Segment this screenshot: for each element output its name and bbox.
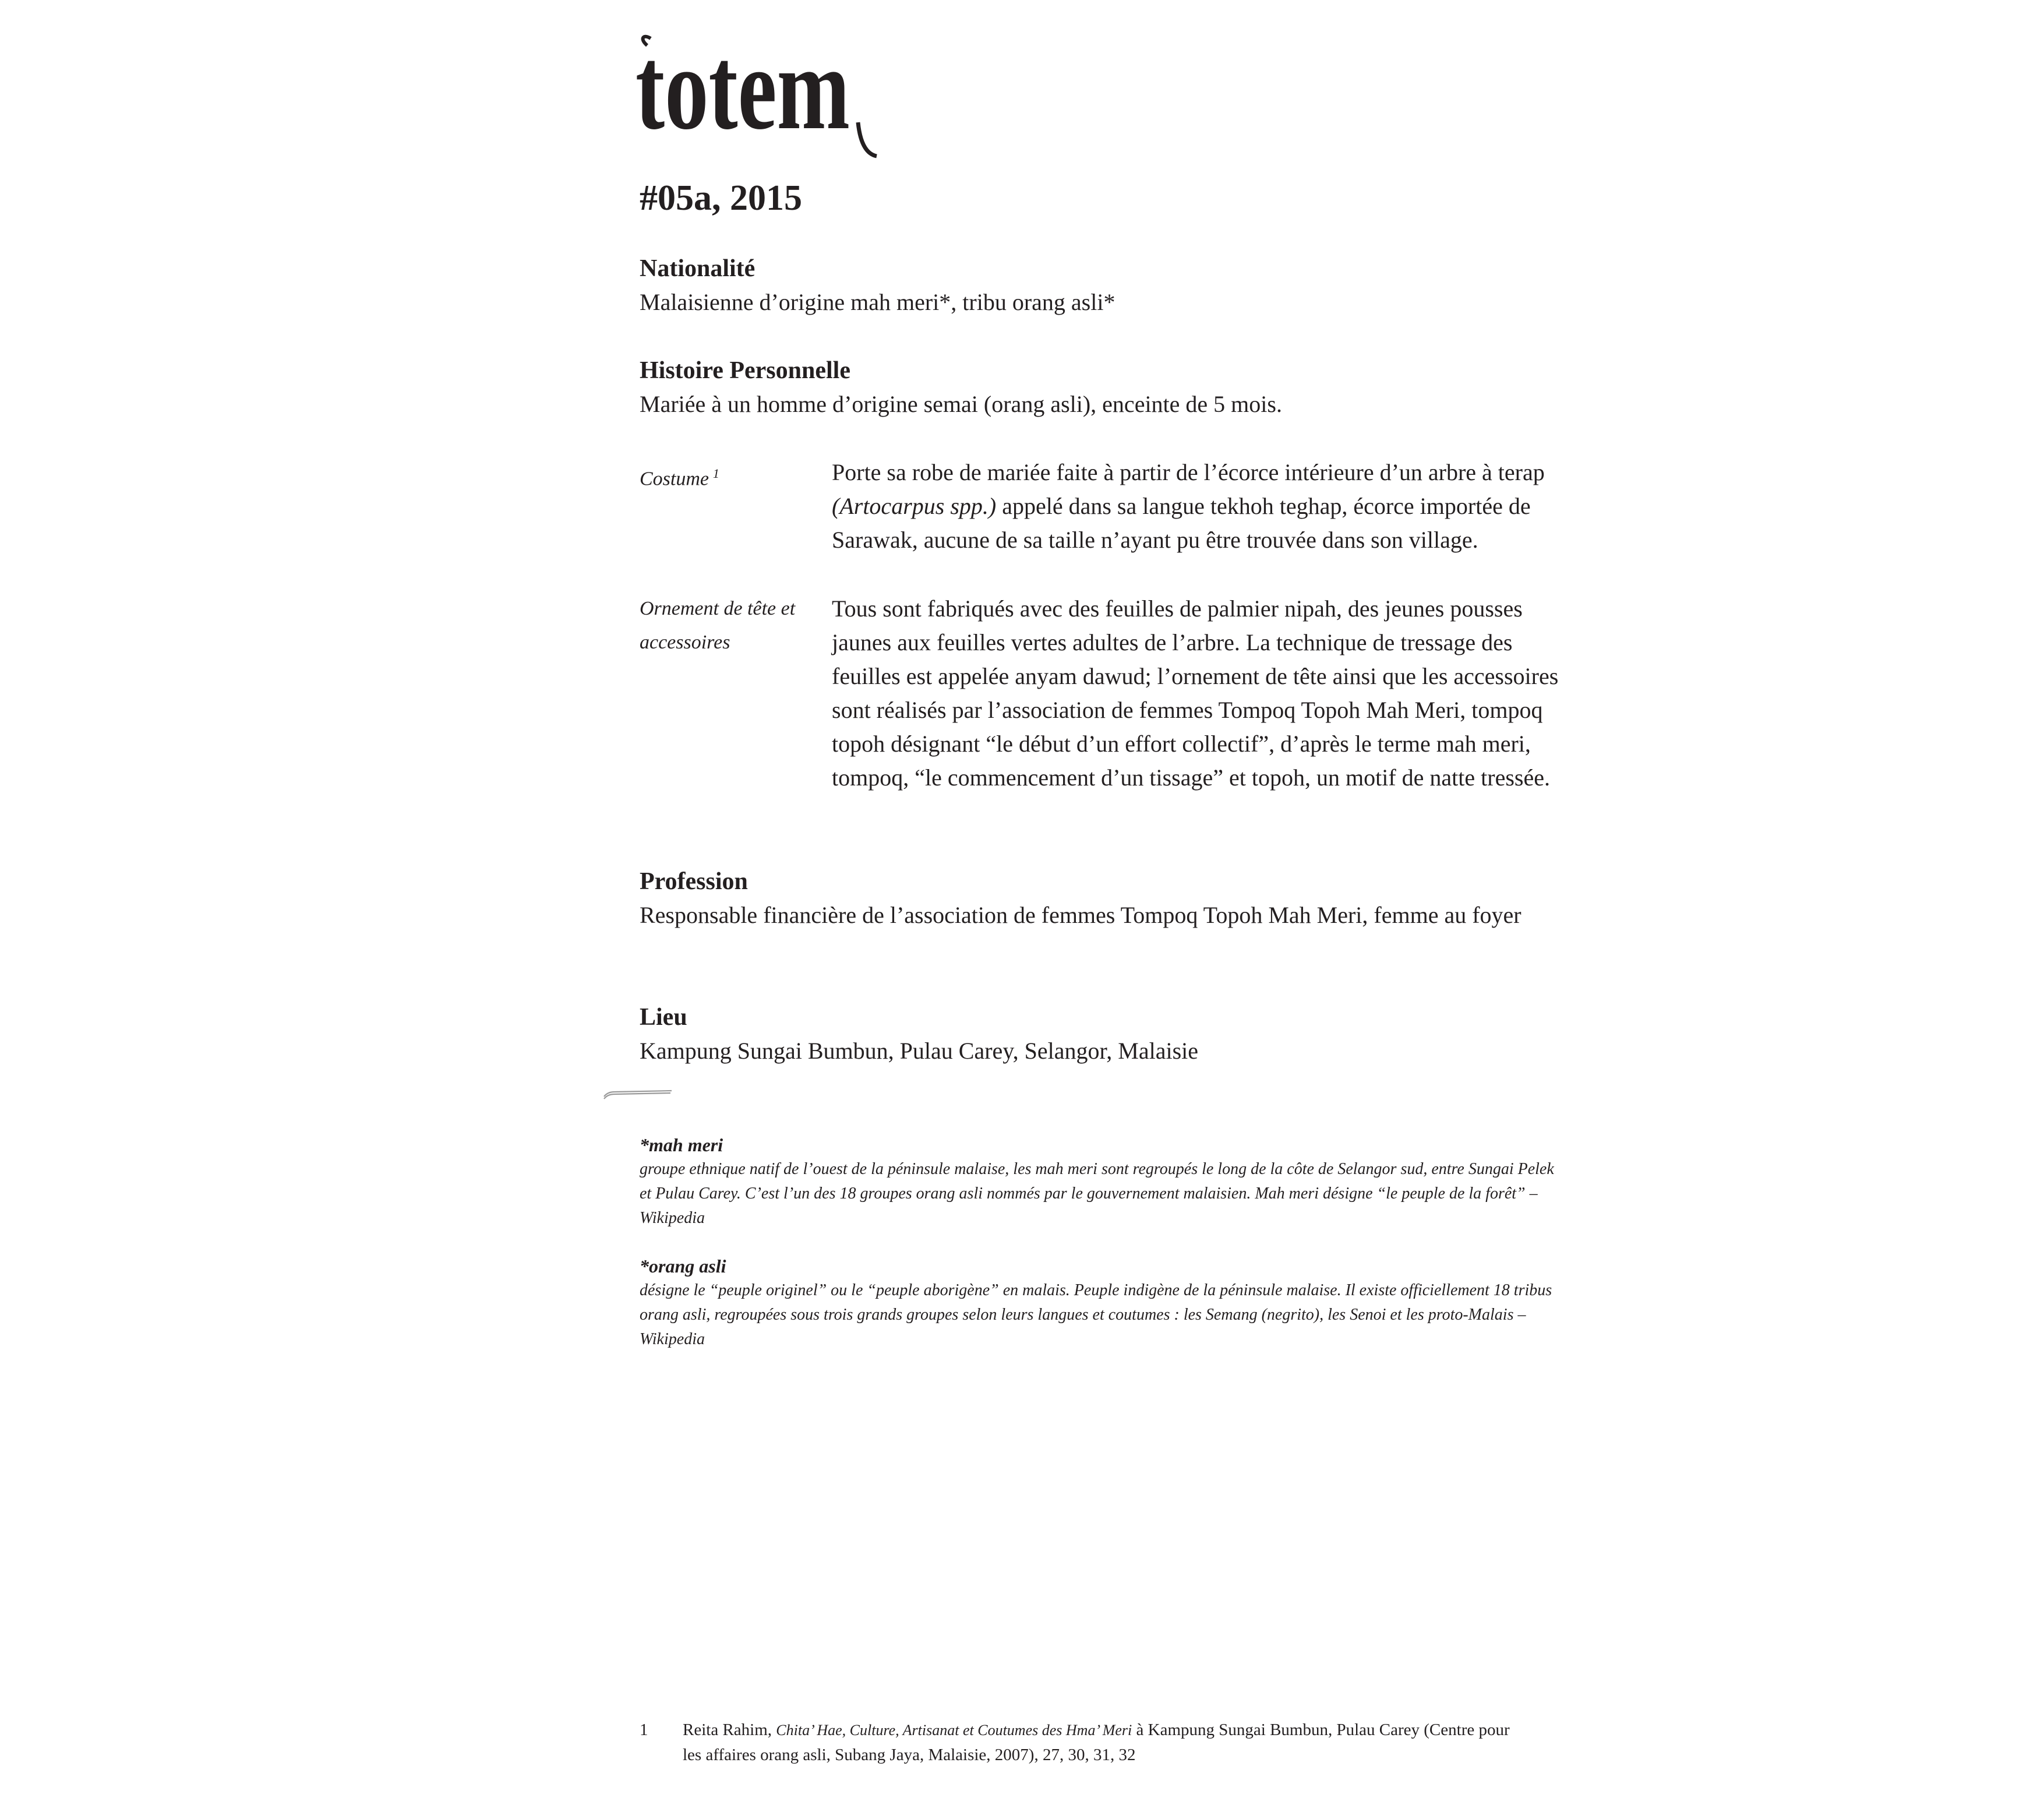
lieu-text: Kampung Sungai Bumbun, Pulau Carey, Selangor, Malaisie bbox=[640, 1038, 1199, 1064]
nationalite-heading: Nationalité bbox=[640, 255, 756, 282]
logo-wordmark: totem bbox=[636, 22, 850, 154]
totem-logo bbox=[632, 22, 882, 160]
notes-divider bbox=[603, 1090, 673, 1100]
ornement-label: Ornement de tête et accessoires bbox=[640, 598, 796, 653]
note-text-mah-meri: groupe ethnique natif de l’ouest de la péninsule malaise, les mah meri sont regroupés le long de la côte de Selangor sud, entre Sungai Pelek et Pulau Carey. C’est l’un des 18 groupes orang asli nommés par le gouvernement malaisien. Mah meri désigne “le peuple de la forêt” – Wikipedia bbox=[640, 1160, 1554, 1227]
ornement-text: Tous sont fabriqués avec des feuilles de palmier nipah, des jeunes pousses jaunes aux feuilles vertes adultes de l’arbre. La technique de tressage des feuilles est appelée anyam dawud; l’ornement de tête ainsi que les accessoires sont réalisés par l’association de femmes Tompoq Topoh Mah Meri, tompoq topoh désignant “le début d’un effort collectif”, d’après le terme mah meri, tompoq, “le commencement d’un tissage” et topoh, un motif de natte tressée. bbox=[832, 595, 1559, 791]
costume-text bbox=[832, 456, 1583, 557]
note-title-orang-asli: *orang asli bbox=[640, 1256, 726, 1277]
profession-heading: Profession bbox=[640, 868, 748, 895]
note-text-orang-asli: désigne le “peuple originel” ou le “peuple aborigène” en malais. Peuple indigène de la péninsule malaise. Il existe officiellement 18 tribus orang asli, regroupées sous trois grands groupes selon leurs langues et coutumes : les Semang (negrito), les Senoi et les proto-Malais – Wikipedia bbox=[640, 1281, 1552, 1348]
histoire-heading: Histoire Personnelle bbox=[640, 357, 850, 384]
note-title-mah-meri: *mah meri bbox=[640, 1134, 723, 1155]
costume-label bbox=[640, 457, 826, 496]
histoire-text: Mariée à un homme d’origine semai (orang asli), enceinte de 5 mois. bbox=[640, 391, 1282, 417]
costume-label-text: Costume bbox=[640, 468, 709, 490]
footnote-ref-1: 1 bbox=[712, 466, 719, 481]
footnote-author: Reita Rahim, bbox=[683, 1721, 776, 1739]
footnote-number: 1 bbox=[640, 1721, 648, 1739]
nationalite-text: Malaisienne d’origine mah meri*, tribu orang asli* bbox=[640, 289, 1115, 315]
footnote-work-title: Chita’ Hae, Culture, Artisanat et Coutumes des Hma’ Meri bbox=[776, 1722, 1132, 1739]
costume-text-part-1: Porte sa robe de mariée faite à partir de l’écorce intérieure d’un arbre à terap bbox=[832, 459, 1545, 485]
costume-species-name: (Artocarpus spp.) bbox=[832, 493, 997, 519]
page-title: #05a, 2015 bbox=[640, 178, 802, 218]
logo-flourish-right bbox=[858, 122, 877, 156]
profession-text: Responsable financière de l’association de femmes Tompoq Topoh Mah Meri, femme au foyer bbox=[640, 902, 1521, 928]
lieu-heading: Lieu bbox=[640, 1004, 687, 1031]
footnote-publication: à Kampung Sungai Bumbun, Pulau Carey (Centre pour les affaires orang asli, Subang Jaya, Malaisie, 2007), 27, 30, 31, 32 bbox=[683, 1721, 1510, 1764]
footnote-text bbox=[683, 1718, 1510, 1767]
costume-text-part-2: appelé dans sa langue tekhoh teghap, écorce importée de Sarawak, aucune de sa taille n’ayant pu être trouvée dans son village. bbox=[832, 493, 1531, 553]
